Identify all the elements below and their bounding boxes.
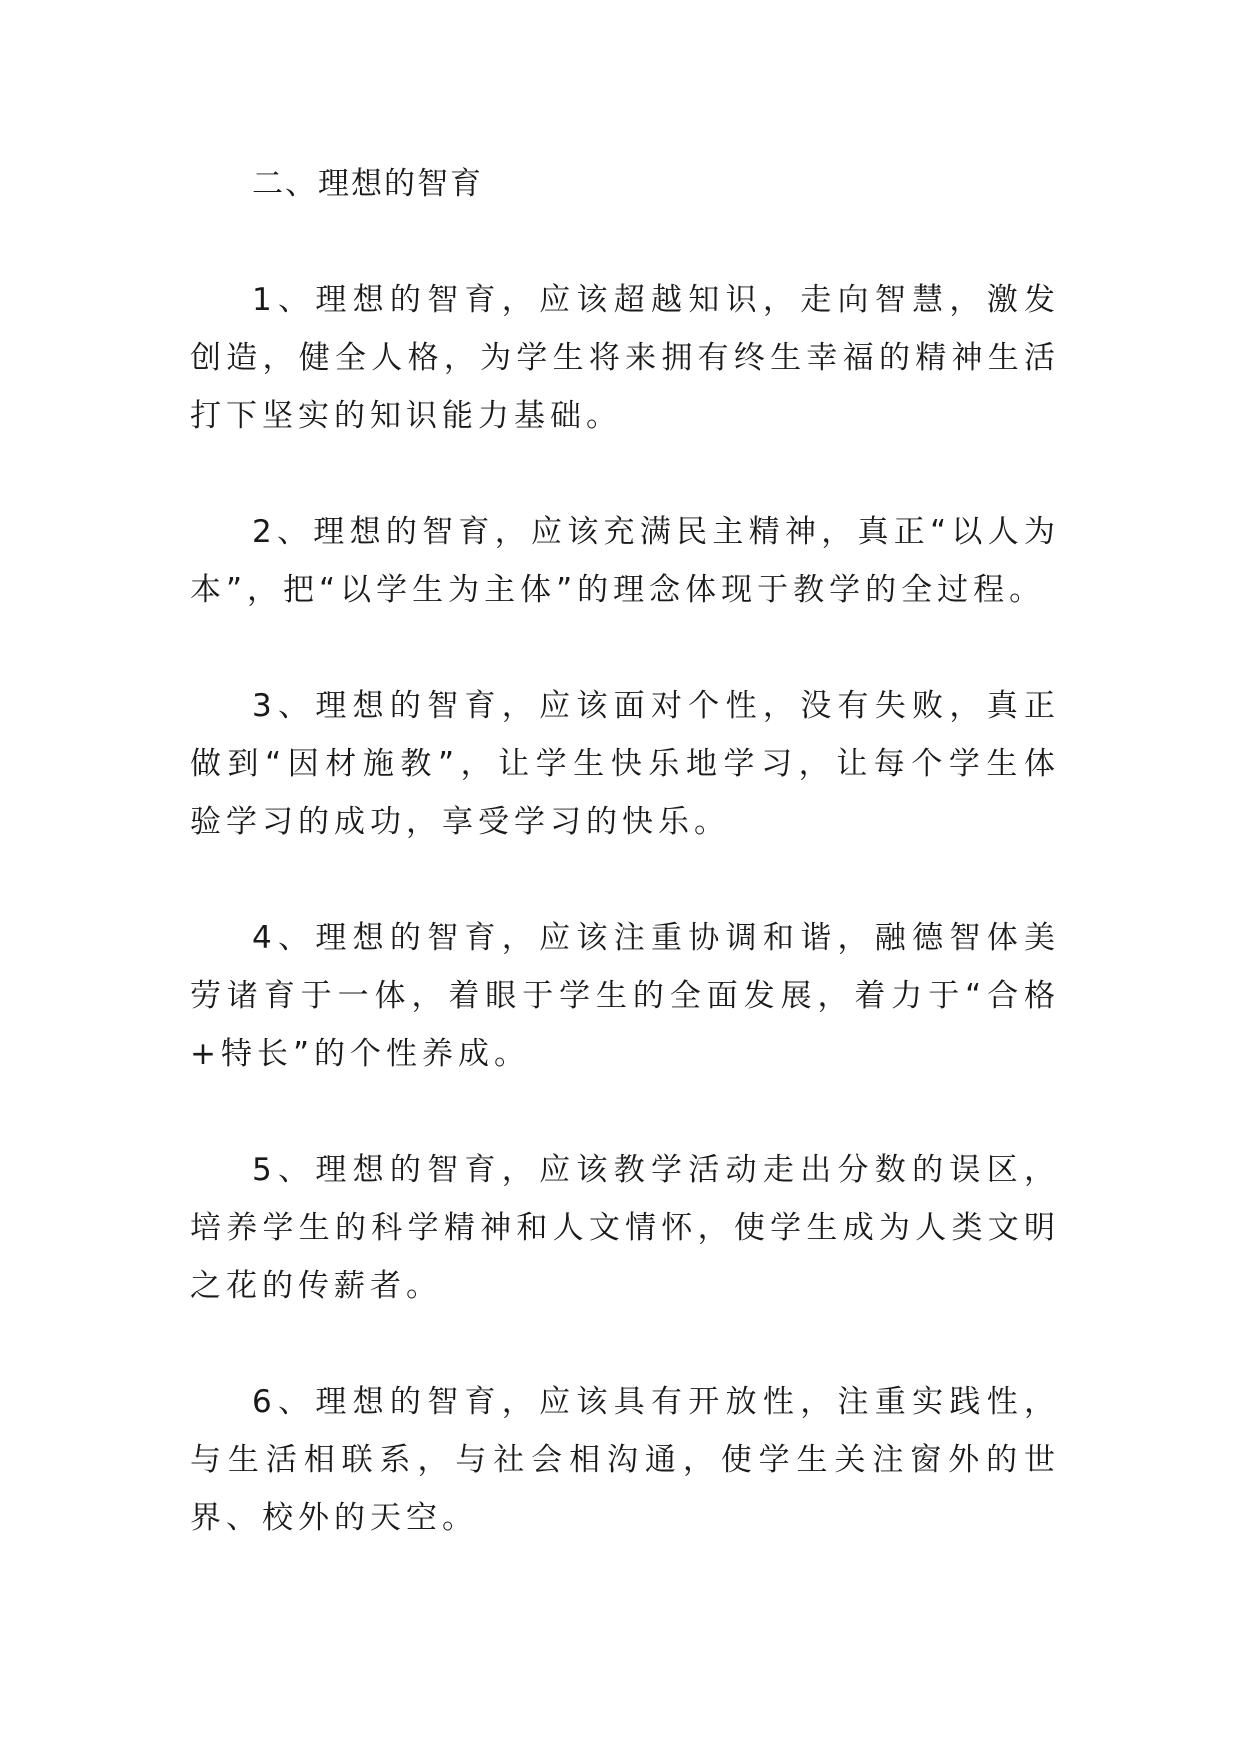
paragraph-5: 5、理想的智育，应该教学活动走出分数的误区，培养学生的科学精神和人文情怀，使学生成为人类文明之花的传薪者。 xyxy=(190,1152,1060,1304)
paragraph-3: 3、理想的智育，应该面对个性，没有失败，真正做到“因材施教”，让学生快乐地学习，让每个学生体验学习的成功，享受学习的快乐。 xyxy=(190,688,1060,840)
paragraph-4: 4、理想的智育，应该注重协调和谐，融德智体美劳诸育于一体，着眼于学生的全面发展，着力于“合格+特长”的个性养成。 xyxy=(190,920,1060,1072)
document-body xyxy=(190,155,1060,1547)
section-heading: 二、理想的智育 xyxy=(252,166,483,202)
paragraph-1: 1、理想的智育，应该超越知识，走向智慧，激发创造，健全人格，为学生将来拥有终生幸福的精神生活打下坚实的知识能力基础。 xyxy=(190,282,1060,434)
paragraph-6: 6、理想的智育，应该具有开放性，注重实践性，与生活相联系，与社会相沟通，使学生关注窗外的世界、校外的天空。 xyxy=(190,1384,1060,1536)
paragraph-2: 2、理想的智育，应该充满民主精神，真正“以人为本”，把“以学生为主体”的理念体现于教学的全过程。 xyxy=(190,514,1060,608)
